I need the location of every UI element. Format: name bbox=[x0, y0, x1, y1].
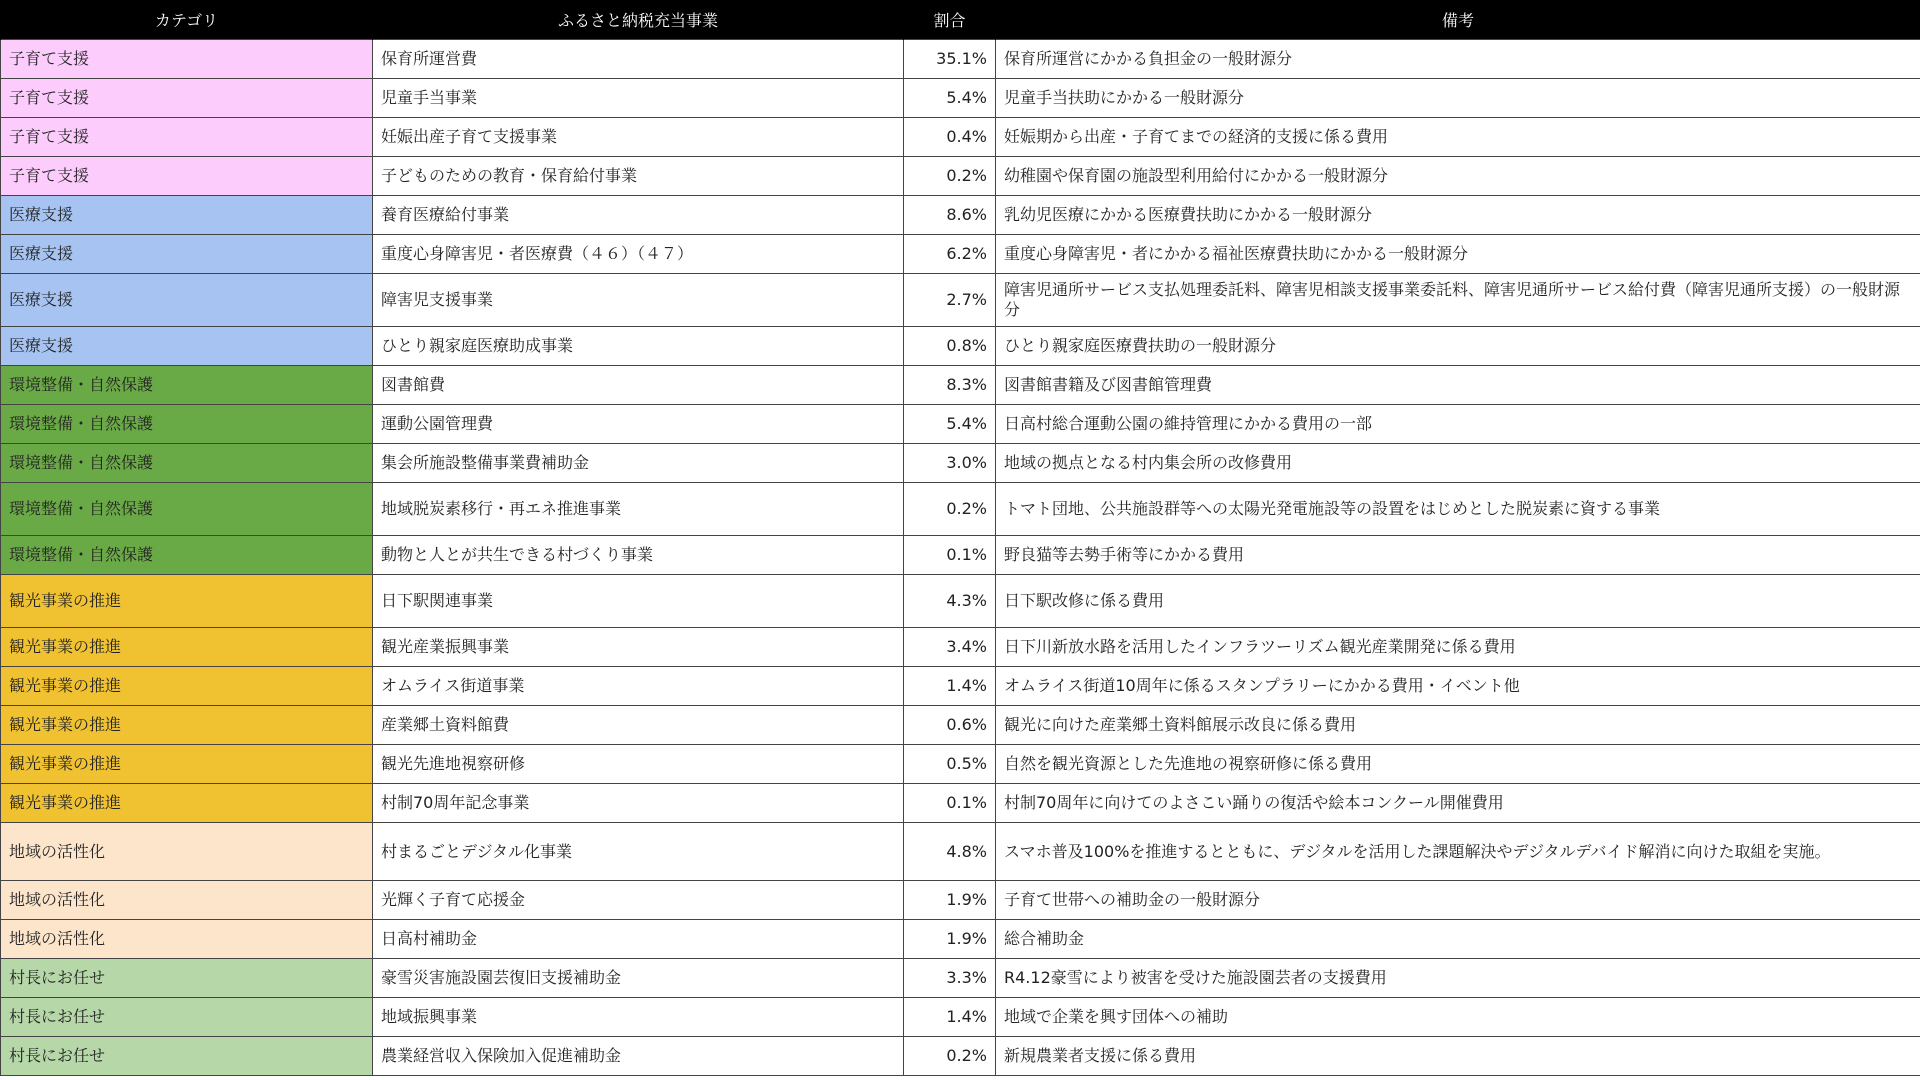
project-cell: 動物と人とが共生できる村づくり事業 bbox=[373, 536, 904, 575]
project-cell: 豪雪災害施設園芸復旧支援補助金 bbox=[373, 959, 904, 998]
table-row bbox=[1, 959, 1920, 998]
ratio-cell: 4.3% bbox=[904, 575, 996, 628]
table-row bbox=[1, 628, 1920, 667]
ratio-cell: 2.7% bbox=[904, 274, 996, 327]
note-cell: 図書館書籍及び図書館管理費 bbox=[996, 366, 1920, 405]
table-row bbox=[1, 706, 1920, 745]
note-cell: 自然を観光資源とした先進地の視察研修に係る費用 bbox=[996, 745, 1920, 784]
category-cell: 観光事業の推進 bbox=[1, 784, 373, 823]
ratio-cell: 0.2% bbox=[904, 1037, 996, 1076]
ratio-cell: 5.4% bbox=[904, 405, 996, 444]
note-cell: 日高村総合運動公園の維持管理にかかる費用の一部 bbox=[996, 405, 1920, 444]
note-cell: ひとり親家庭医療費扶助の一般財源分 bbox=[996, 327, 1920, 366]
note-cell: 重度心身障害児・者にかかる福祉医療費扶助にかかる一般財源分 bbox=[996, 235, 1920, 274]
table-row bbox=[1, 920, 1920, 959]
category-cell: 環境整備・自然保護 bbox=[1, 444, 373, 483]
category-cell: 地域の活性化 bbox=[1, 823, 373, 881]
project-cell: 地域脱炭素移行・再エネ推進事業 bbox=[373, 483, 904, 536]
table-row bbox=[1, 1037, 1920, 1076]
ratio-cell: 0.1% bbox=[904, 784, 996, 823]
project-cell: 産業郷土資料館費 bbox=[373, 706, 904, 745]
category-cell: 環境整備・自然保護 bbox=[1, 483, 373, 536]
note-cell: 新規農業者支援に係る費用 bbox=[996, 1037, 1920, 1076]
category-cell: 子育て支援 bbox=[1, 118, 373, 157]
note-cell: 保育所運営にかかる負担金の一般財源分 bbox=[996, 40, 1920, 79]
category-cell: 観光事業の推進 bbox=[1, 745, 373, 784]
header-note: 備考 bbox=[996, 0, 1920, 40]
table-row bbox=[1, 327, 1920, 366]
table-row bbox=[1, 998, 1920, 1037]
category-cell: 環境整備・自然保護 bbox=[1, 405, 373, 444]
table-row bbox=[1, 881, 1920, 920]
ratio-cell: 1.4% bbox=[904, 667, 996, 706]
table-row bbox=[1, 274, 1920, 327]
category-cell: 子育て支援 bbox=[1, 79, 373, 118]
ratio-cell: 0.6% bbox=[904, 706, 996, 745]
project-cell: 妊娠出産子育て支援事業 bbox=[373, 118, 904, 157]
category-cell: 観光事業の推進 bbox=[1, 706, 373, 745]
category-cell: 医療支援 bbox=[1, 235, 373, 274]
table-row bbox=[1, 823, 1920, 881]
table-row bbox=[1, 40, 1920, 79]
note-cell: 地域の拠点となる村内集会所の改修費用 bbox=[996, 444, 1920, 483]
note-cell: 地域で企業を興す団体への補助 bbox=[996, 998, 1920, 1037]
category-cell: 地域の活性化 bbox=[1, 920, 373, 959]
note-cell: 日下川新放水路を活用したインフラツーリズム観光産業開発に係る費用 bbox=[996, 628, 1920, 667]
project-cell: 地域振興事業 bbox=[373, 998, 904, 1037]
table-row bbox=[1, 784, 1920, 823]
category-cell: 医療支援 bbox=[1, 196, 373, 235]
category-cell: 環境整備・自然保護 bbox=[1, 536, 373, 575]
note-cell: 妊娠期から出産・子育てまでの経済的支援に係る費用 bbox=[996, 118, 1920, 157]
ratio-cell: 0.5% bbox=[904, 745, 996, 784]
category-cell: 地域の活性化 bbox=[1, 881, 373, 920]
header-ratio: 割合 bbox=[904, 0, 996, 40]
table-row bbox=[1, 235, 1920, 274]
note-cell: スマホ普及100%を推進するとともに、デジタルを活用した課題解決やデジタルデバイド解消に向けた取組を実施。 bbox=[996, 823, 1920, 881]
header-row bbox=[1, 0, 1920, 40]
header-project: ふるさと納税充当事業 bbox=[373, 0, 904, 40]
table-row bbox=[1, 536, 1920, 575]
project-cell: 保育所運営費 bbox=[373, 40, 904, 79]
ratio-cell: 8.6% bbox=[904, 196, 996, 235]
table-row bbox=[1, 667, 1920, 706]
project-cell: 養育医療給付事業 bbox=[373, 196, 904, 235]
ratio-cell: 35.1% bbox=[904, 40, 996, 79]
ratio-cell: 6.2% bbox=[904, 235, 996, 274]
header-category: カテゴリ bbox=[1, 0, 373, 40]
note-cell: 子育て世帯への補助金の一般財源分 bbox=[996, 881, 1920, 920]
project-cell: 村制70周年記念事業 bbox=[373, 784, 904, 823]
note-cell: オムライス街道10周年に係るスタンプラリーにかかる費用・イベント他 bbox=[996, 667, 1920, 706]
ratio-cell: 0.2% bbox=[904, 157, 996, 196]
category-cell: 環境整備・自然保護 bbox=[1, 366, 373, 405]
table-row bbox=[1, 575, 1920, 628]
note-cell: 日下駅改修に係る費用 bbox=[996, 575, 1920, 628]
ratio-cell: 3.4% bbox=[904, 628, 996, 667]
note-cell: 観光に向けた産業郷土資料館展示改良に係る費用 bbox=[996, 706, 1920, 745]
ratio-cell: 5.4% bbox=[904, 79, 996, 118]
note-cell: 乳幼児医療にかかる医療費扶助にかかる一般財源分 bbox=[996, 196, 1920, 235]
category-cell: 村長にお任せ bbox=[1, 998, 373, 1037]
project-cell: 障害児支援事業 bbox=[373, 274, 904, 327]
category-cell: 観光事業の推進 bbox=[1, 575, 373, 628]
note-cell: 野良猫等去勢手術等にかかる費用 bbox=[996, 536, 1920, 575]
project-cell: 観光先進地視察研修 bbox=[373, 745, 904, 784]
category-cell: 子育て支援 bbox=[1, 157, 373, 196]
project-cell: 日下駅関連事業 bbox=[373, 575, 904, 628]
project-cell: 村まるごとデジタル化事業 bbox=[373, 823, 904, 881]
table-row bbox=[1, 745, 1920, 784]
project-cell: 重度心身障害児・者医療費（４６）（４７） bbox=[373, 235, 904, 274]
project-cell: ひとり親家庭医療助成事業 bbox=[373, 327, 904, 366]
note-cell: 総合補助金 bbox=[996, 920, 1920, 959]
ratio-cell: 3.0% bbox=[904, 444, 996, 483]
project-cell: 農業経営収入保険加入促進補助金 bbox=[373, 1037, 904, 1076]
project-cell: 集会所施設整備事業費補助金 bbox=[373, 444, 904, 483]
category-cell: 観光事業の推進 bbox=[1, 628, 373, 667]
table-row bbox=[1, 444, 1920, 483]
project-cell: 児童手当事業 bbox=[373, 79, 904, 118]
project-cell: 日高村補助金 bbox=[373, 920, 904, 959]
table-row bbox=[1, 157, 1920, 196]
project-cell: オムライス街道事業 bbox=[373, 667, 904, 706]
table-row bbox=[1, 483, 1920, 536]
project-cell: 観光産業振興事業 bbox=[373, 628, 904, 667]
category-cell: 子育て支援 bbox=[1, 40, 373, 79]
table-row bbox=[1, 196, 1920, 235]
project-cell: 子どものための教育・保育給付事業 bbox=[373, 157, 904, 196]
table-row bbox=[1, 366, 1920, 405]
category-cell: 観光事業の推進 bbox=[1, 667, 373, 706]
note-cell: 児童手当扶助にかかる一般財源分 bbox=[996, 79, 1920, 118]
ratio-cell: 0.8% bbox=[904, 327, 996, 366]
category-cell: 医療支援 bbox=[1, 327, 373, 366]
note-cell: トマト団地、公共施設群等への太陽光発電施設等の設置をはじめとした脱炭素に資する事業 bbox=[996, 483, 1920, 536]
ratio-cell: 0.4% bbox=[904, 118, 996, 157]
table-row bbox=[1, 79, 1920, 118]
category-cell: 村長にお任せ bbox=[1, 959, 373, 998]
note-cell: 障害児通所サービス支払処理委託料、障害児相談支援事業委託料、障害児通所サービス給付費（障害児通所支援）の一般財源分 bbox=[996, 274, 1920, 327]
ratio-cell: 4.8% bbox=[904, 823, 996, 881]
ratio-cell: 1.4% bbox=[904, 998, 996, 1037]
table-row bbox=[1, 405, 1920, 444]
note-cell: 村制70周年に向けてのよさこい踊りの復活や絵本コンクール開催費用 bbox=[996, 784, 1920, 823]
ratio-cell: 0.1% bbox=[904, 536, 996, 575]
note-cell: R4.12豪雪により被害を受けた施設園芸者の支援費用 bbox=[996, 959, 1920, 998]
project-cell: 光輝く子育て応援金 bbox=[373, 881, 904, 920]
ratio-cell: 3.3% bbox=[904, 959, 996, 998]
ratio-cell: 1.9% bbox=[904, 881, 996, 920]
project-cell: 運動公園管理費 bbox=[373, 405, 904, 444]
project-cell: 図書館費 bbox=[373, 366, 904, 405]
table-row bbox=[1, 118, 1920, 157]
category-cell: 医療支援 bbox=[1, 274, 373, 327]
ratio-cell: 0.2% bbox=[904, 483, 996, 536]
ratio-cell: 8.3% bbox=[904, 366, 996, 405]
ratio-cell: 1.9% bbox=[904, 920, 996, 959]
category-cell: 村長にお任せ bbox=[1, 1037, 373, 1076]
note-cell: 幼稚園や保育園の施設型利用給付にかかる一般財源分 bbox=[996, 157, 1920, 196]
